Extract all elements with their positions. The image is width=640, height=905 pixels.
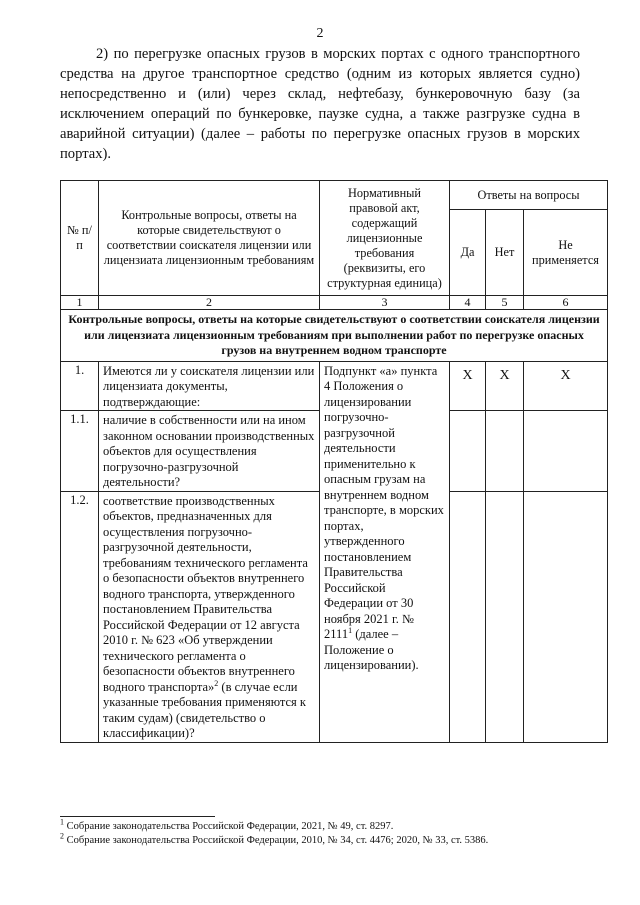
legal-reference bbox=[320, 361, 450, 742]
not-applicable-header: Не применяется bbox=[524, 210, 608, 296]
column-number-row bbox=[61, 296, 608, 310]
row-question-text-end: (в случае если указанные требования применяются к таким судам) (свидетельство о классификации)? bbox=[103, 679, 306, 740]
footnote-mark: 2 bbox=[214, 678, 219, 688]
answer-no-cell bbox=[486, 491, 524, 742]
answer-na-cell bbox=[524, 491, 608, 742]
answer-yes-mark: X bbox=[450, 361, 486, 411]
section-row bbox=[61, 310, 608, 362]
row-number: 1.1. bbox=[61, 411, 99, 492]
column-number: 1 bbox=[61, 296, 99, 310]
yes-header: Да bbox=[450, 210, 486, 296]
column-number: 3 bbox=[320, 296, 450, 310]
answer-na-cell bbox=[524, 411, 608, 492]
col-question-header: Контрольные вопросы, ответы на которые свидетельствуют о соответствии соискателя лицензии или лицензиата лицензионным требованиям bbox=[99, 181, 320, 296]
no-header: Нет bbox=[486, 210, 524, 296]
legal-reference-footnote-mark: 1 bbox=[348, 625, 353, 635]
footnote-mark: 1 bbox=[60, 817, 64, 827]
column-number: 4 bbox=[450, 296, 486, 310]
row-number: 1. bbox=[61, 361, 99, 411]
col-legal-act-header: Нормативный правовой акт, содержащий лицензионные требования (реквизиты, его структурная единица) bbox=[320, 181, 450, 296]
col-number-header: № п/п bbox=[61, 181, 99, 296]
column-number: 2 bbox=[99, 296, 320, 310]
footnote-1 bbox=[60, 817, 600, 833]
legal-reference-text-end: (далее – Положение о лицензировании). bbox=[324, 627, 419, 672]
footnote-2 bbox=[60, 831, 600, 847]
row-question: Имеются ли у соискателя лицензии или лицензиата документы, подтверждающие: bbox=[99, 361, 320, 411]
footnote-mark: 2 bbox=[60, 831, 64, 841]
answer-yes-cell bbox=[450, 411, 486, 492]
answer-na-mark: X bbox=[524, 361, 608, 411]
license-requirements-table bbox=[60, 180, 608, 743]
footnote-text: Собрание законодательства Российской Федерации, 2021, № 49, ст. 8297. bbox=[64, 821, 394, 832]
row-number: 1.2. bbox=[61, 491, 99, 742]
table-row bbox=[61, 361, 608, 411]
row-question bbox=[99, 491, 320, 742]
answers-header: Ответы на вопросы bbox=[450, 181, 608, 210]
footnote-divider bbox=[60, 816, 215, 817]
column-number: 6 bbox=[524, 296, 608, 310]
answer-no-mark: X bbox=[486, 361, 524, 411]
page-number: 2 bbox=[316, 26, 324, 41]
answer-yes-cell bbox=[450, 491, 486, 742]
answer-no-cell bbox=[486, 411, 524, 492]
footnote-text: Собрание законодательства Российской Федерации, 2010, № 34, ст. 4476; 2020, № 33, ст. 5386. bbox=[64, 835, 489, 846]
row-question-text: соответствие производственных объектов, предназначенных для осуществления погрузочно-разгрузочной деятельности, требованиям технического регламента о безопасности объектов внутреннего водного транспорта, утвержденного постановлением Правительства Российской Федерации от 12 августа 2010 г. № 623 «Об утверждении технического регламента о безопасности объектов внутреннего водного транспорта» bbox=[103, 493, 308, 694]
column-number: 5 bbox=[486, 296, 524, 310]
row-question: наличие в собственности или на ином законном основании производственных объектов для осуществления погрузочно-разгрузочной деятельности? bbox=[99, 411, 320, 492]
intro-text: 2) по перегрузке опасных грузов в морских портах с одного транспортного средства на другое транспортное средство (одним из которых является судно) непосредственно и (или) через склад, нефтебазу, бункеровочную базу (за исключением операций по бункеровке, паузке судна, а также разгрузке судна в аварийной ситуации) (далее – работы по перегрузке опасных грузов в морских портах). bbox=[60, 46, 580, 162]
section-title: Контрольные вопросы, ответы на которые свидетельствуют о соответствии соискателя лицензии или лицензиата лицензионным требованиям при выполнении работ по перегрузке опасных грузов на внутреннем водном транспорте bbox=[61, 310, 608, 362]
intro-paragraph bbox=[60, 44, 580, 164]
legal-reference-text: Подпункт «а» пункта 4 Положения о лицензировании погрузочно-разгрузочной деятельности применительно к опасным грузам на внутреннем водном транспорте, в морских портах, утвержденного постановлением Правительства Российской Федерации от 30 ноября 2021 г. № 2111 bbox=[324, 363, 444, 641]
